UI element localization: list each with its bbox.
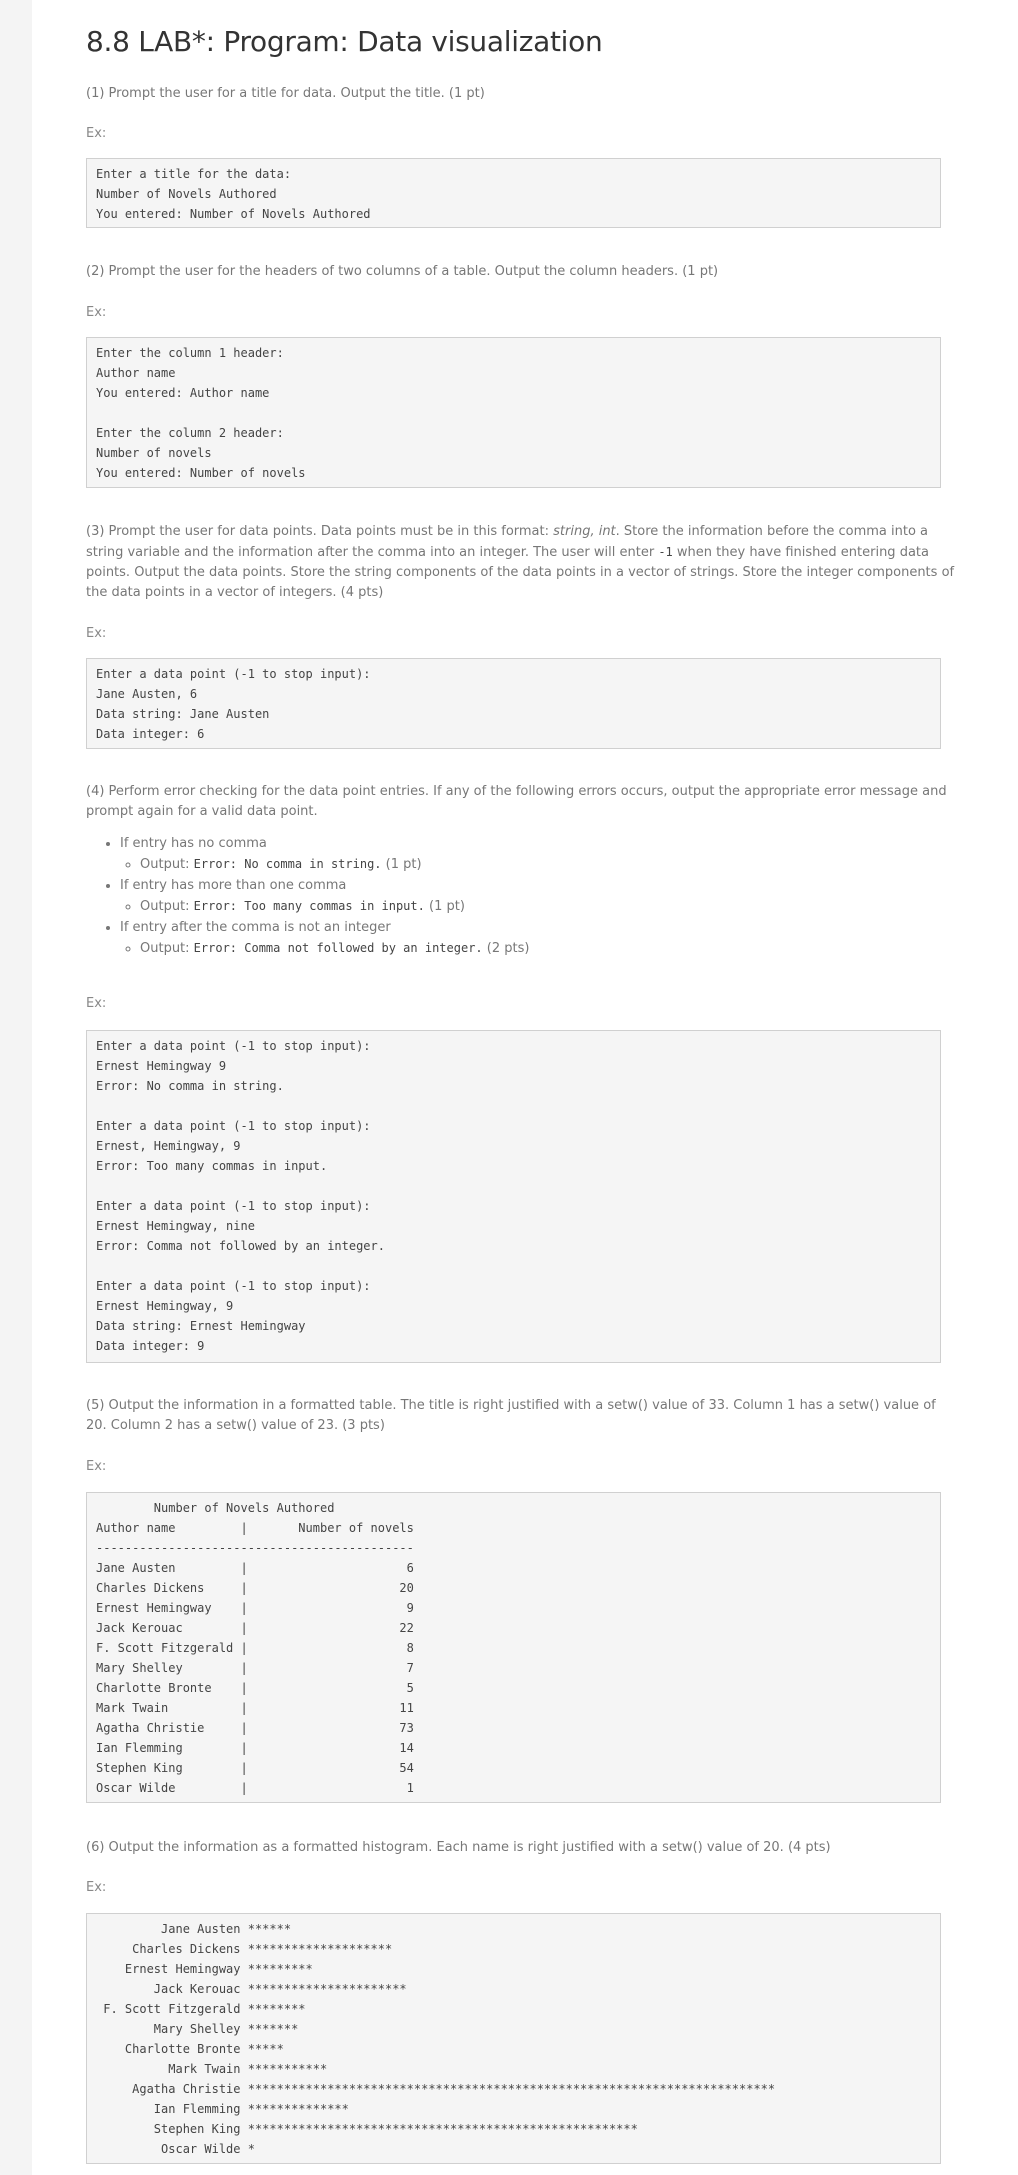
error-message: Error: Too many commas in input. <box>193 899 425 913</box>
error-message: Error: No comma in string. <box>193 857 382 871</box>
error-condition-item <box>120 833 940 875</box>
error-condition-item <box>120 917 940 959</box>
error-output-item <box>140 896 940 917</box>
example-output-step-3: Enter a data point (-1 to stop input): Jane Austen, 6 Data string: Jane Austen Data integer: 6 <box>86 658 941 749</box>
example-output-step-6: Jane Austen ****** Charles Dickens ******************** Ernest Hemingway ********* Jack Kerouac ********************** F. Scott Fitzgerald ******** Mary Shelley ******* Charlotte Bronte ***** Mark Twain *********** Agatha Christie ************************************************************************* Ian Flemming ************** Stephen King ****************************************************** Oscar Wilde * <box>86 1913 941 2164</box>
example-label: Ex: <box>86 126 107 141</box>
step-5-instructions: (5) Output the information in a formatted table. The title is right justified with a setw() value of 33. Column 1 has a setw() value of 20. Column 2 has a setw() value of 23. (3 pts) <box>86 1398 936 1433</box>
error-output-item <box>140 854 940 875</box>
error-points: (1 pt) <box>381 857 422 872</box>
error-condition: If entry has more than one comma <box>120 878 347 893</box>
step-6-instructions: (6) Output the information as a formatted histogram. Each name is right justified with a setw() value of 20. (4 pts) <box>86 1840 831 1855</box>
example-label: Ex: <box>86 996 107 1011</box>
stop-value: -1 <box>658 545 673 559</box>
step-3-text: . Store the information before the comma into a string variable and the information after the comma into an integer. The user will enter <box>86 524 929 560</box>
page-title: 8.8 LAB*: Program: Data visualization <box>86 25 603 58</box>
output-label: Output: <box>140 857 194 872</box>
example-output-step-2: Enter the column 1 header: Author name You entered: Author name Enter the column 2 header: Number of novels You entered: Number of novels <box>86 337 941 488</box>
page <box>32 0 1018 2175</box>
error-condition-item <box>120 875 940 917</box>
error-points: (1 pt) <box>424 899 465 914</box>
error-condition: If entry has no comma <box>120 836 267 851</box>
example-label: Ex: <box>86 1880 107 1895</box>
output-label: Output: <box>140 941 194 956</box>
step-4-instructions: (4) Perform error checking for the data point entries. If any of the following errors occurs, output the appropriate error message and prompt again for a valid data point. <box>86 784 947 819</box>
example-label: Ex: <box>86 305 107 320</box>
step-1-instructions: (1) Prompt the user for a title for data. Output the title. (1 pt) <box>86 86 485 101</box>
step-3-instructions <box>86 522 960 603</box>
example-output-step-5: Number of Novels Authored Author name | Number of novels -------------------------------------------- Jane Austen | 6 Charles Dickens | 20 Ernest Hemingway | 9 Jack Kerouac | 22 F. Scott Fitzgerald | 8 Mary Shelley | 7 Charlotte Bronte | 5 Mark Twain | 11 Agatha Christie | 73 Ian Flemming | 14 Stephen King | 54 Oscar Wilde | 1 <box>86 1492 941 1803</box>
error-condition: If entry after the comma is not an integer <box>120 920 391 935</box>
data-format: string, int <box>553 524 616 539</box>
step-3-text: when they have finished entering data points. Output the data points. Store the string components of the data points in a vector of strings. Store the integer components of the data points in a vector of integers. (4 pts) <box>86 545 955 600</box>
output-label: Output: <box>140 899 194 914</box>
error-points: (2 pts) <box>482 941 530 956</box>
example-output-step-1: Enter a title for the data: Number of Novels Authored You entered: Number of Novels Authored <box>86 158 941 228</box>
example-output-step-4: Enter a data point (-1 to stop input): Ernest Hemingway 9 Error: No comma in string. Enter a data point (-1 to stop input): Ernest, Hemingway, 9 Error: Too many commas in input. Enter a data point (-1 to stop input): Ernest Hemingway, nine Error: Comma not followed by an integer. Enter a data point (-1 to stop input): Ernest Hemingway, 9 Data string: Ernest Hemingway Data integer: 9 <box>86 1030 941 1363</box>
error-output-item <box>140 938 940 959</box>
example-label: Ex: <box>86 626 107 641</box>
example-label: Ex: <box>86 1459 107 1474</box>
step-2-instructions: (2) Prompt the user for the headers of two columns of a table. Output the column headers. (1 pt) <box>86 264 719 279</box>
error-message: Error: Comma not followed by an integer. <box>193 941 483 955</box>
step-3-text: (3) Prompt the user for data points. Data points must be in this format: <box>86 524 554 539</box>
error-conditions-list <box>86 833 940 959</box>
